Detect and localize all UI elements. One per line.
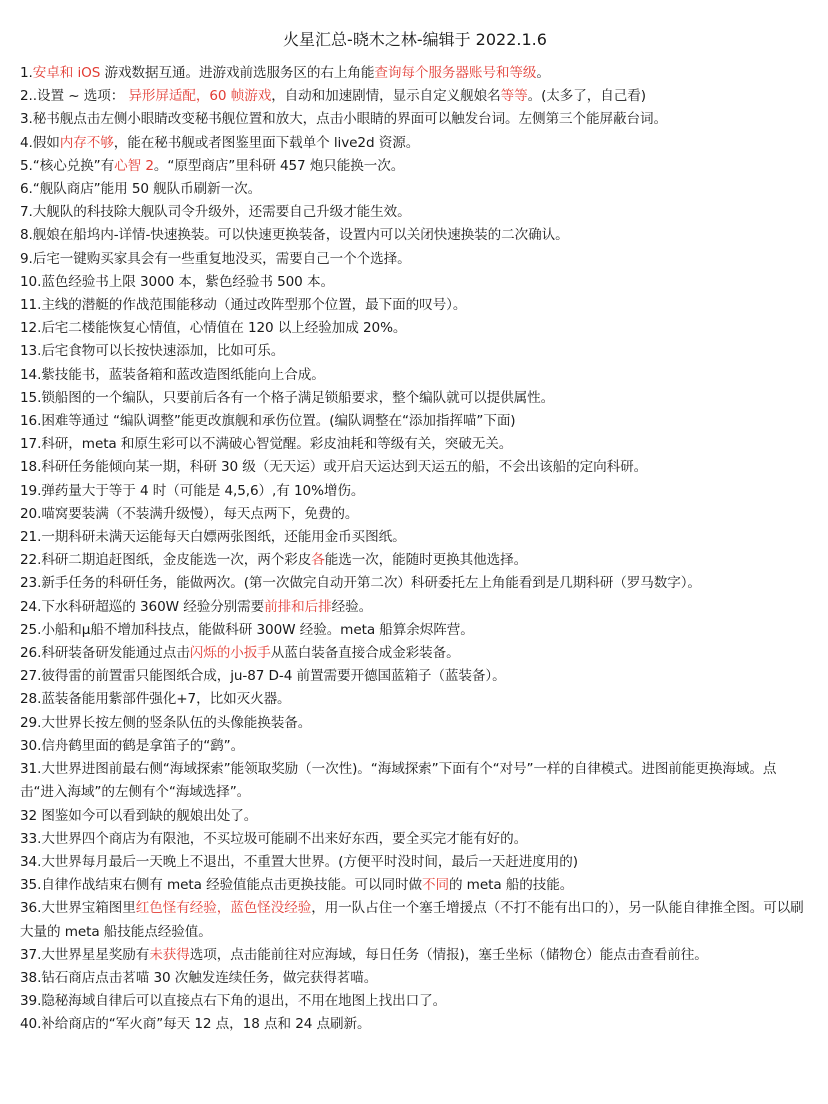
tip-text: 34.大世界每月最后一天晚上不退出，不重置大世界。(方便平时没时间，最后一天赶进度用的) (20, 853, 578, 870)
tip-item-14 (20, 364, 810, 387)
highlighted-text: 未获得 (149, 946, 190, 963)
tip-text: 39.隐秘海域自律后可以直接点右下角的退出，不用在地图上找出口了。 (20, 993, 447, 1010)
tip-item-34 (20, 851, 810, 874)
tip-item-9 (20, 248, 810, 271)
highlighted-text: 内存不够 (59, 134, 114, 151)
tip-item-15 (20, 387, 810, 410)
tip-text: 5.“核心兑换”有 (20, 157, 115, 174)
tip-text: 21.一期科研未满天运能每天白嫖两张图纸，还能用金币买图纸。 (20, 529, 406, 546)
tip-text: 经验。 (331, 598, 373, 615)
highlighted-text: 前排和后排 (264, 598, 332, 615)
tip-text: 19.弹药量大于等于 4 时（可能是 4,5,6）,有 10%增伤。 (20, 482, 365, 499)
tip-text: 31.大世界进图前最右侧“海域探索”能领取奖励（一次性)。“海域探索”下面有个“对号”一样的自律模式。进图前能更换海域。点击“进入海域”的左侧有个“海域选择”。 (20, 761, 777, 801)
tip-text: 20.喵窝要装满（不装满升级慢），每天点两下，免费的。 (20, 505, 359, 522)
tip-text: 29.大世界长按左侧的竖条队伍的头像能换装备。 (20, 714, 312, 731)
tip-text: 15.锁船图的一个编队，只要前后各有一个格子满足锁船要求，整个编队就可以提供属性。 (20, 389, 555, 406)
tip-text: ，用一队占住一个塞壬增援点（不打不能有出口的），另一队能自律推全图。可以刷大量的 meta 船技能点经验值。 (20, 900, 804, 940)
tip-text: 33.大世界四个商店为有限池，不买垃圾可能刷不出来好东西，要全买完才能有好的。 (20, 830, 528, 847)
tip-item-36 (20, 897, 810, 943)
highlighted-text: 不同 (421, 877, 449, 894)
tip-text: 7.大舰队的科技除大舰队司令升级外，还需要自己升级才能生效。 (20, 204, 411, 221)
tip-item-12 (20, 317, 810, 340)
tip-item-25 (20, 619, 810, 642)
tip-item-23 (20, 572, 810, 595)
tip-text: 2..设置 ~ 选项： (20, 88, 129, 105)
tips-list (20, 62, 810, 1037)
tip-item-19 (20, 480, 810, 503)
tip-text: 3.秘书舰点击左侧小眼睛改变秘书舰位置和放大，点击小眼睛的界面可以触发台词。左侧第三个能屏蔽台词。 (20, 111, 667, 128)
tip-item-18 (20, 456, 810, 479)
tip-text: 11.主线的潜艇的作战范围能移动（通过改阵型那个位置，最下面的叹号）。 (20, 297, 467, 314)
tip-text: 35.自律作战结束右侧有 meta 经验值能点击更换技能。可以同时做 (20, 877, 422, 894)
tip-text: 。(太多了，自己看) (527, 88, 646, 105)
tip-text: 从蓝白装备直接合成金彩装备。 (270, 645, 460, 662)
tip-text: 36.大世界宝箱图里 (20, 900, 136, 917)
tip-item-37 (20, 944, 810, 967)
tip-text: 22.科研二期追赶图纸，金皮能选一次，两个彩皮 (20, 552, 312, 569)
tip-text: 。“原型商店”里科研 457 炮只能换一次。 (153, 157, 405, 174)
tip-item-35 (20, 874, 810, 897)
tip-text: 。 (536, 65, 550, 81)
tip-item-17 (20, 433, 810, 456)
tip-text: 14.紫技能书，蓝装备箱和蓝改造图纸能向上合成。 (20, 366, 325, 383)
tip-item-20 (20, 503, 810, 526)
document-title: 火星汇总-晓木之林-编辑于 2022.1.6 (283, 30, 547, 49)
tip-text: 16.困难等通过 “编队调整”能更改旗舰和承伤位置。(编队调整在“添加指挥喵”下面) (20, 413, 516, 430)
tip-text: 4.假如 (20, 134, 60, 151)
tip-text: 28.蓝装备能用紫部件强化+7，比如灭火器。 (20, 691, 291, 708)
tip-item-30 (20, 735, 810, 758)
tip-item-28 (20, 688, 810, 711)
tip-text: 23.新手任务的科研任务，能做两次。(第一次做完自动开第二次）科研委托左上角能看到是几期科研（罗马数字）。 (20, 575, 701, 592)
tip-text: 24.下水科研超巡的 360W 经验分别需要 (20, 598, 265, 615)
tip-text: 30.信舟鹤里面的鹤是拿笛子的“鹞”。 (20, 737, 245, 754)
tip-text: 38.钻石商店点击茗喵 30 次触发连续任务，做完获得茗喵。 (20, 969, 378, 986)
tip-item-8 (20, 224, 810, 247)
highlighted-text: 心智 2 (114, 157, 154, 174)
tip-item-11 (20, 294, 810, 317)
tip-text: 8.舰娘在船坞内-详情-快速换装。可以快速更换装备，设置内可以关闭快速换装的二次确认。 (20, 227, 569, 244)
tip-item-3 (20, 108, 810, 131)
tip-item-24 (20, 596, 810, 619)
tip-text: 的 meta 船的技能。 (448, 877, 574, 894)
tip-text: 选项，点击能前往对应海域，每日任务（情报)，塞壬坐标（储物仓）能点击查看前往。 (189, 946, 708, 963)
highlighted-text: 各 (311, 552, 325, 569)
tip-text: 26.科研装备研发能通过点击 (20, 645, 190, 662)
highlighted-text: 红色怪有经验，蓝色怪没经验 (135, 900, 312, 917)
tip-item-5 (20, 155, 810, 178)
tip-text: 游戏数据互通。进游戏前选服务区的右上角能 (100, 65, 375, 81)
tip-text: 6.“舰队商店”能用 50 舰队币刷新一次。 (20, 181, 262, 198)
tip-text: 能选一次，能随时更换其他选择。 (324, 552, 528, 569)
highlighted-text: 等等 (500, 88, 528, 105)
tip-item-21 (20, 526, 810, 549)
tip-text: 12.后宅二楼能恢复心情值，心情值在 120 以上经验加成 20%。 (20, 320, 407, 337)
tip-text: 32 图鉴如今可以看到缺的舰娘出处了。 (20, 807, 258, 824)
tip-item-16 (20, 410, 810, 433)
tip-item-26 (20, 642, 810, 665)
tip-item-7 (20, 201, 810, 224)
tip-item-13 (20, 340, 810, 363)
tip-item-1 (20, 62, 810, 85)
tip-item-39 (20, 990, 810, 1013)
tip-item-4 (20, 132, 810, 155)
highlighted-text: 闪烁的小扳手 (189, 645, 271, 662)
tip-text: 17.科研，meta 和原生彩可以不满破心智觉醒。彩皮油耗和等级有关，突破无关。 (20, 436, 513, 453)
tip-text: ，自动和加速剧情，显示自定义舰娘名 (271, 88, 501, 105)
tip-text: 37.大世界星星奖励有 (20, 946, 150, 963)
tip-text: ，能在秘书舰或者图鉴里面下载单个 live2d 资源。 (113, 134, 420, 151)
tip-item-6 (20, 178, 810, 201)
tip-item-2 (20, 85, 810, 108)
tip-item-22 (20, 549, 810, 572)
tip-text: 10.蓝色经验书上限 3000 本，紫色经验书 500 本。 (20, 273, 334, 290)
tip-text: 1. (20, 65, 33, 81)
tip-text: 25.小船和µ船不增加科技点，能做科研 300W 经验。meta 船算余烬阵营。 (20, 621, 474, 638)
tip-text: 13.后宅食物可以长按快速添加，比如可乐。 (20, 343, 285, 360)
highlighted-text: 查询每个服务器账号和等级 (374, 65, 537, 81)
tip-text: 18.科研任务能倾向某一期，科研 30 级（无天运）或开启天运达到天运五的船，不会出该船的定向科研。 (20, 459, 648, 476)
highlighted-text: 异形屏适配，60 帧游戏 (128, 88, 272, 105)
tip-item-31 (20, 758, 810, 804)
tip-text: 40.补给商店的“军火商”每天 12 点，18 点和 24 点刷新。 (20, 1016, 371, 1033)
tip-item-27 (20, 665, 810, 688)
tip-text: 9.后宅一键购买家具会有一些重复地没买，需要自己一个个选择。 (20, 250, 411, 267)
tip-item-32 (20, 805, 810, 828)
tip-item-29 (20, 712, 810, 735)
tip-item-10 (20, 271, 810, 294)
highlighted-text: 安卓和 iOS (32, 65, 101, 81)
tip-item-33 (20, 828, 810, 851)
tip-item-40 (20, 1013, 810, 1036)
tip-text: 27.彼得雷的前置雷只能图纸合成，ju-87 D-4 前置需要开德国蓝箱子（蓝装备）。 (20, 668, 506, 685)
tip-item-38 (20, 967, 810, 990)
